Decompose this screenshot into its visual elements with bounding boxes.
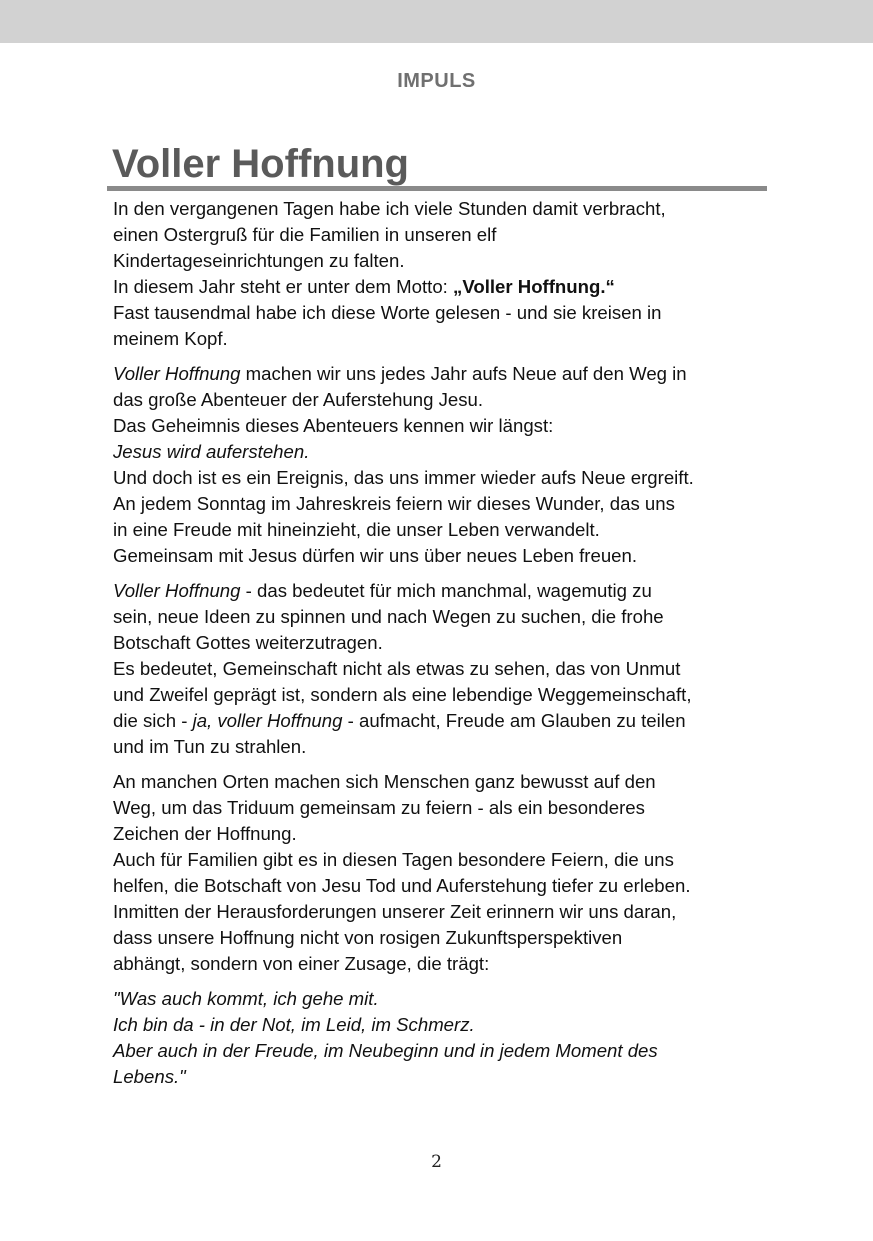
text-line: Fast tausendmal habe ich diese Worte gelesen - und sie kreisen in [113, 302, 662, 323]
text-line: An jedem Sonntag im Jahreskreis feiern wir dieses Wunder, das uns [113, 493, 675, 514]
paragraph-2 [113, 361, 773, 569]
text-line: Auch für Familien gibt es in diesen Tagen besondere Feiern, die uns [113, 849, 674, 870]
italic-phrase: Voller Hoffnung [113, 580, 241, 601]
motto-bold: „Voller Hoffnung.“ [453, 276, 615, 297]
italic-phrase: ja, voller Hoffnung [192, 710, 343, 731]
text-line: Botschaft Gottes weiterzutragen. [113, 632, 383, 653]
text-line: Es bedeutet, Gemeinschaft nicht als etwas zu sehen, das von Unmut [113, 658, 681, 679]
text-line: An manchen Orten machen sich Menschen ganz bewusst auf den [113, 771, 656, 792]
text-segment: In diesem Jahr steht er unter dem Motto: [113, 276, 454, 297]
text-segment: die sich - [113, 710, 193, 731]
italic-phrase: Voller Hoffnung [113, 363, 241, 384]
section-label: IMPULS [397, 70, 476, 92]
text-line: sein, neue Ideen zu spinnen und nach Wegen zu suchen, die frohe [113, 606, 664, 627]
paragraph-4 [113, 769, 773, 977]
text-line [113, 274, 773, 300]
text-line: Weg, um das Triduum gemeinsam zu feiern - als ein besonderes [113, 797, 645, 818]
text-line: In den vergangenen Tagen habe ich viele Stunden damit verbracht, [113, 198, 666, 219]
quote-paragraph [113, 986, 773, 1090]
text-line [113, 708, 773, 734]
italic-line: Jesus wird auferstehen. [113, 441, 310, 462]
text-line: das große Abenteuer der Auferstehung Jesu. [113, 389, 484, 410]
text-segment: - aufmacht, Freude am Glauben zu teilen [342, 710, 686, 731]
article-body [113, 196, 773, 1099]
text-line [113, 361, 773, 387]
paragraph-1 [113, 196, 773, 352]
text-line: Kindertageseinrichtungen zu falten. [113, 250, 405, 271]
text-line: einen Ostergruß für die Familien in unseren elf [113, 224, 497, 245]
top-bar [0, 0, 873, 43]
text-line: und im Tun zu strahlen. [113, 736, 307, 757]
text-segment: - das bedeutet für mich manchmal, wagemutig zu [240, 580, 652, 601]
text-line: dass unsere Hoffnung nicht von rosigen Zukunftsperspektiven [113, 927, 623, 948]
text-line: abhängt, sondern von einer Zusage, die trägt: [113, 953, 490, 974]
quote-line: "Was auch kommt, ich gehe mit. [113, 988, 379, 1009]
page-number: 2 [431, 1152, 442, 1172]
title-underline [107, 186, 767, 191]
paragraph-3 [113, 578, 773, 760]
text-line: Zeichen der Hoffnung. [113, 823, 297, 844]
article-title: Voller Hoffnung [112, 142, 409, 186]
text-line: Und doch ist es ein Ereignis, das uns immer wieder aufs Neue ergreift. [113, 467, 694, 488]
quote-line: Aber auch in der Freude, im Neubeginn und in jedem Moment des [113, 1040, 658, 1061]
text-segment: machen wir uns jedes Jahr aufs Neue auf den Weg in [240, 363, 687, 384]
text-line: und Zweifel geprägt ist, sondern als eine lebendige Weggemeinschaft, [113, 684, 692, 705]
text-line: helfen, die Botschaft von Jesu Tod und Auferstehung tiefer zu erleben. [113, 875, 691, 896]
quote-line: Lebens." [113, 1066, 186, 1087]
quote-line: Ich bin da - in der Not, im Leid, im Schmerz. [113, 1014, 475, 1035]
text-line: in eine Freude mit hineinzieht, die unser Leben verwandelt. [113, 519, 600, 540]
text-line: Gemeinsam mit Jesus dürfen wir uns über neues Leben freuen. [113, 545, 638, 566]
text-line: Das Geheimnis dieses Abenteuers kennen wir längst: [113, 415, 554, 436]
text-line: Inmitten der Herausforderungen unserer Zeit erinnern wir uns daran, [113, 901, 677, 922]
text-line [113, 578, 773, 604]
text-line: meinem Kopf. [113, 328, 228, 349]
